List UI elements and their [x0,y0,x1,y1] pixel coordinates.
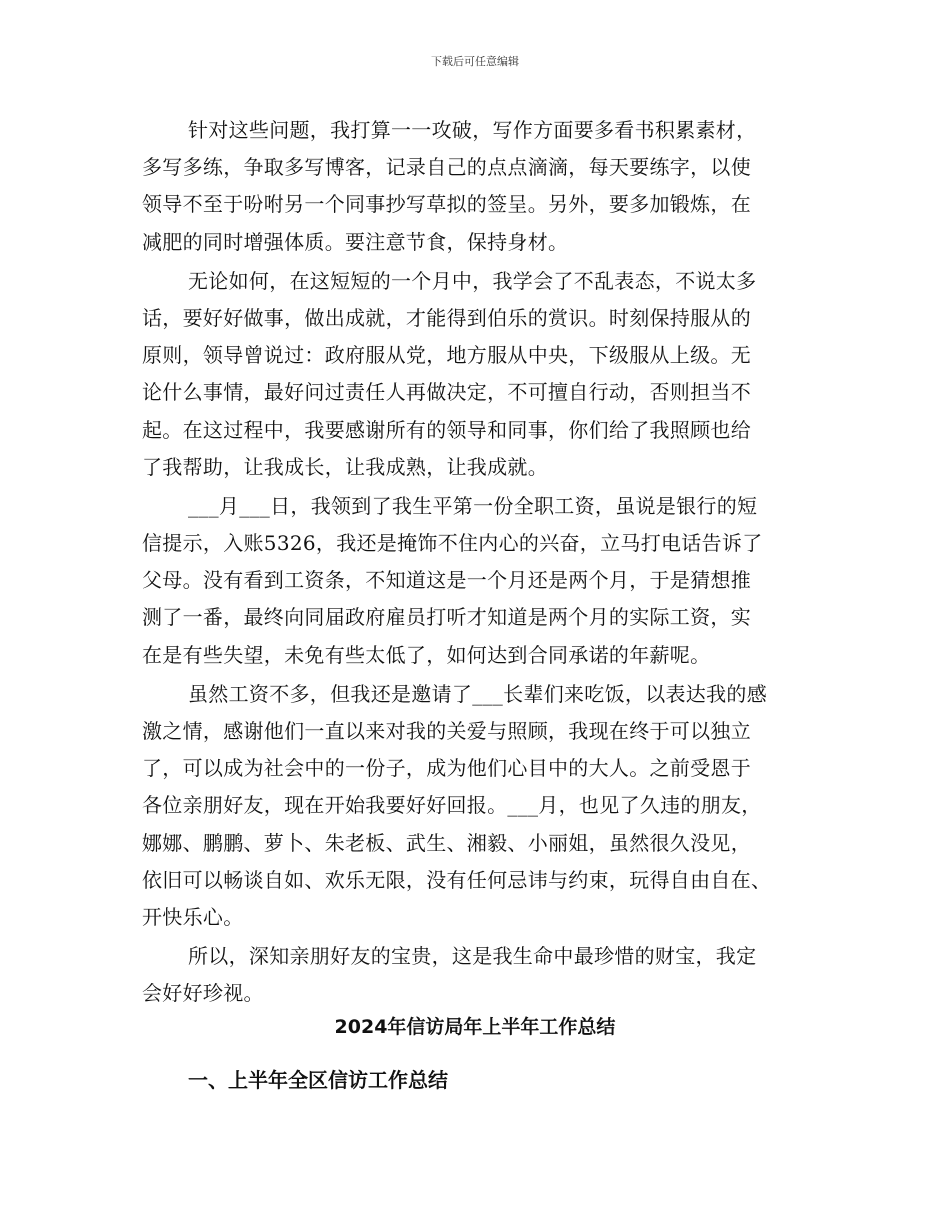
paragraph [142,112,822,261]
paragraph [142,676,822,936]
text-line: 依旧可以畅谈自如、欢乐无限，没有任何忌讳与约束，玩得自由自在、 [142,867,772,892]
paragraph [142,488,822,674]
page-header: 下载后可任意编辑 [431,55,519,68]
text-line: 父母。没有看到工资条，不知道这是一个月还是两个月，于是猜想推 [142,568,751,593]
text-line: 针对这些问题，我打算一一攻破，写作方面要多看书积累素材， [188,118,757,142]
paragraph [142,938,822,1012]
section-heading: 一、上半年全区信访工作总结 [188,1068,448,1092]
text-line: 原则，领导曾说过：政府服从党，地方服从中央，下级服从上级。无 [142,343,751,368]
text-line: 激之情，感谢他们一直以来对我的关爱与照顾，我现在终于可以独立 [142,719,751,743]
text-line: 起。在这过程中，我要感谢所有的领导和同事，你们给了我照顾也给 [142,417,751,442]
text-line: 会好好珍视。 [142,981,264,1006]
text-line: 在是有些失望，未免有些太低了，如何达到合同承诺的年薪呢。 [142,642,711,667]
text-line: 论什么事情，最好问过责任人再做决定，不可擅自行动，否则担当不 [142,380,751,405]
text-line: 各位亲朋好友，现在开始我要好好回报。___月，也见了久违的朋友， [142,793,762,818]
text-line: 虽然工资不多，但我还是邀请了___长辈们来吃饭，以表达我的感 [188,681,767,706]
text-line: 了我帮助，让我成长，让我成熟，让我成就。 [142,454,548,479]
text-line: 信提示，入账5326，我还是掩饰不住内心的兴奋，立马打电话告诉了 [142,531,763,556]
text-line: 领导不至于吩咐另一个同事抄写草拟的签呈。另外，要多加锻炼，在 [142,192,751,217]
text-line: 所以，深知亲朋好友的宝贵，这是我生命中最珍惜的财宝，我定 [188,944,757,969]
document-title: 2024年信访局年上半年工作总结 [334,1016,616,1038]
text-line: 了，可以成为社会中的一份子，成为他们心目中的大人。之前受恩于 [142,756,751,781]
text-line: 测了一番，最终向同届政府雇员打听才知道是两个月的实际工资，实 [142,605,751,630]
text-line: 开快乐心。 [142,904,244,929]
paragraph [142,263,822,486]
text-line: 话，要好好做事，做出成就，才能得到伯乐的赏识。时刻保持服从的 [142,305,751,330]
text-line: 多写多练，争取多写博客，记录自己的点点滴滴，每天要练字，以使 [142,155,751,180]
text-line: 减肥的同时增强体质。要注意节食，保持身材。 [142,229,569,254]
text-line: 娜娜、鹏鹏、萝卜、朱老板、武生、湘毅、小丽姐，虽然很久没见， [142,830,751,855]
text-line: 无论如何，在这短短的一个月中，我学会了不乱表态，不说太多 [188,268,757,293]
text-line: ___月___日，我领到了我生平第一份全职工资，虽说是银行的短 [188,493,758,518]
body-text [142,112,822,1015]
